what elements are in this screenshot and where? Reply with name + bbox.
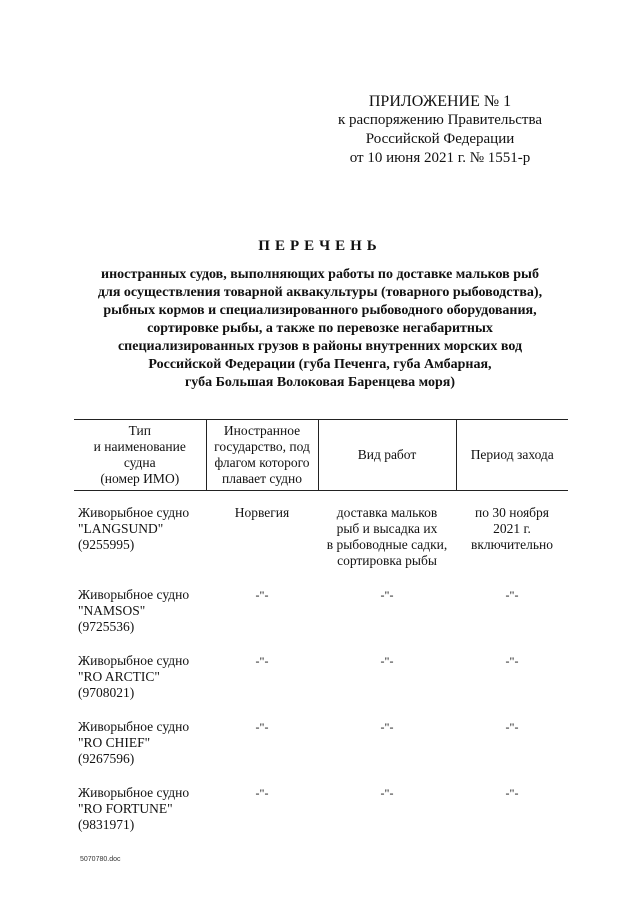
cell-country	[206, 717, 318, 783]
cell-line: 2021 г.	[493, 521, 531, 536]
cell-period	[456, 491, 568, 586]
header-country	[206, 420, 318, 491]
header-work	[318, 420, 456, 491]
cell-vessel	[74, 717, 206, 783]
cell-line: судна	[123, 455, 156, 470]
table-row	[74, 717, 568, 783]
cell-line: -"-	[255, 654, 269, 668]
cell-country	[206, 491, 318, 586]
cell-line: "RO FORTUNE"	[78, 801, 173, 816]
subtitle-line: губа Большая Волоковая Баренцева моря)	[184, 375, 456, 390]
annex-line-2: Российской Федерации	[365, 131, 515, 147]
subtitle-line: рыбных кормов и специализированного рыбоводного оборудования,	[103, 303, 537, 318]
cell-line: флагом которого	[214, 455, 310, 470]
cell-line: Живорыбное судно	[78, 719, 190, 734]
annex-block	[330, 92, 550, 168]
cell-line: -"-	[255, 720, 269, 734]
cell-period	[456, 783, 568, 849]
annex-line-3: от 10 июня 2021 г. № 1551-р	[349, 150, 531, 166]
cell-line: включительно	[470, 537, 553, 552]
cell-line: -"-	[380, 786, 394, 800]
cell-line: "NAMSOS"	[78, 603, 146, 618]
cell-line: Живорыбное судно	[78, 653, 190, 668]
cell-line: (номер ИМО)	[100, 471, 180, 486]
subtitle-line: Российской Федерации (губа Печенга, губа Амбарная,	[148, 357, 492, 372]
cell-line: "LANGSUND"	[78, 521, 164, 536]
cell-line: (9831971)	[78, 817, 135, 832]
cell-line: рыб и высадка их	[336, 521, 438, 536]
cell-line: доставка мальков	[336, 505, 438, 520]
cell-vessel	[74, 783, 206, 849]
cell-line: (9267596)	[78, 751, 135, 766]
annex-line-1: к распоряжению Правительства	[337, 112, 542, 128]
table-body	[74, 491, 568, 850]
cell-line: по 30 ноября	[475, 505, 549, 520]
cell-line: (9725536)	[78, 619, 135, 634]
cell-work	[318, 585, 456, 651]
cell-line: в рыбоводные садки,	[326, 537, 448, 552]
cell-line: (9255995)	[78, 537, 135, 552]
cell-line: -"-	[505, 786, 519, 800]
cell-vessel	[74, 651, 206, 717]
cell-country	[206, 585, 318, 651]
cell-line: и наименование	[93, 439, 186, 454]
subtitle-line: специализированных грузов в районы внутренних морских вод	[117, 339, 523, 354]
cell-line: Норвегия	[234, 505, 290, 520]
cell-line: Живорыбное судно	[78, 505, 190, 520]
vessel-table	[74, 419, 568, 849]
cell-line: Живорыбное судно	[78, 587, 190, 602]
subtitle-line: иностранных судов, выполняющих работы по доставке мальков рыб	[101, 267, 539, 282]
cell-period	[456, 717, 568, 783]
cell-vessel	[74, 585, 206, 651]
header-vessel	[74, 420, 206, 491]
cell-line: "RO ARCTIC"	[78, 669, 160, 684]
cell-line: Иностранное	[223, 423, 301, 438]
cell-line: сортировка рыбы	[337, 553, 437, 568]
cell-line: -"-	[255, 588, 269, 602]
document-heading: ПЕРЕЧЕНЬ	[258, 238, 382, 254]
cell-work	[318, 651, 456, 717]
cell-line: -"-	[255, 786, 269, 800]
cell-period	[456, 651, 568, 717]
cell-line: -"-	[505, 588, 519, 602]
cell-line: -"-	[505, 720, 519, 734]
cell-line: плавает судно	[222, 471, 302, 486]
cell-line: "RO CHIEF"	[78, 735, 151, 750]
cell-vessel	[74, 491, 206, 586]
cell-work	[318, 717, 456, 783]
table-row	[74, 491, 568, 586]
table-header-row	[74, 420, 568, 491]
cell-line: -"-	[380, 654, 394, 668]
cell-work	[318, 491, 456, 586]
file-reference: 5070780.doc	[80, 856, 121, 863]
cell-line: Живорыбное судно	[78, 785, 190, 800]
cell-line: -"-	[380, 720, 394, 734]
table-row	[74, 783, 568, 849]
cell-line: Период захода	[470, 447, 554, 462]
subtitle-line: сортировке рыбы, а также по перевозке негабаритных	[147, 321, 493, 336]
document-subtitle	[60, 266, 580, 392]
cell-period	[456, 585, 568, 651]
table-row	[74, 651, 568, 717]
cell-line: Тип	[128, 423, 151, 438]
annex-title: ПРИЛОЖЕНИЕ № 1	[368, 93, 512, 110]
header-period	[456, 420, 568, 491]
cell-country	[206, 651, 318, 717]
cell-line: -"-	[505, 654, 519, 668]
cell-work	[318, 783, 456, 849]
subtitle-line: для осуществления товарной аквакультуры (товарного рыбоводства),	[97, 285, 543, 300]
cell-line: (9708021)	[78, 685, 135, 700]
cell-line: государство, под	[214, 439, 310, 454]
cell-line: -"-	[380, 588, 394, 602]
table-row	[74, 585, 568, 651]
cell-country	[206, 783, 318, 849]
cell-line: Вид работ	[357, 447, 417, 462]
